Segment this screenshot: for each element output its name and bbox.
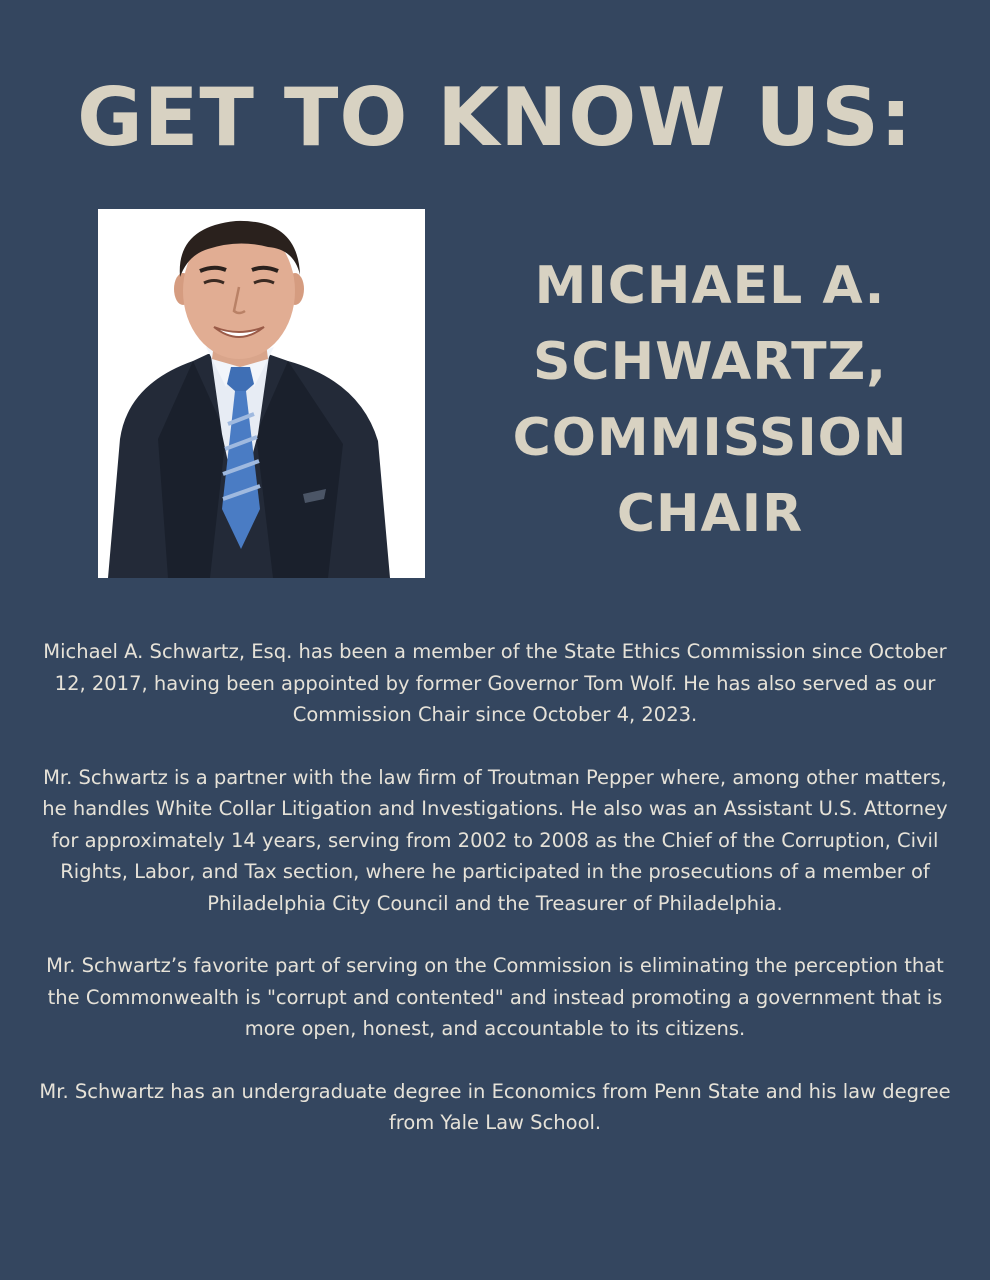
name-line: SCHWARTZ, — [532, 332, 888, 392]
biography — [34, 636, 956, 1170]
name-line: CHAIR — [616, 484, 804, 544]
bio-paragraph: Mr. Schwartz has an undergraduate degree in Economics from Penn State and his law degree from Yale Law School. — [39, 1079, 951, 1134]
bio-paragraph: Mr. Schwartz’s favorite part of serving on the Commission is eliminating the perception that the Commonwealth is "corrupt and contented" and instead promoting a government that is more open, honest, and accountable to its citizens. — [46, 954, 944, 1040]
portrait-photo — [98, 209, 425, 578]
bio-paragraph: Michael A. Schwartz, Esq. has been a member of the State Ethics Commission since October 12, 2017, having been appointed by former Governor Tom Wolf. He has also served as our Commission Chair since October 4, 2023. — [43, 640, 947, 726]
page-title: GET TO KNOW US: — [77, 71, 913, 164]
name-line: COMMISSION — [512, 408, 908, 468]
bio-paragraph: Mr. Schwartz is a partner with the law firm of Troutman Pepper where, among other matters, he handles White Collar Litigation and Investigations. He also was an Assistant U.S. Attorney for approximately 14 years, serving from 2002 to 2008 as the Chief of the Corruption, Civil Rights, Labor, and Tax section, where he participated in the prosecutions of a member of Philadelphia City Council and the Treasurer of Philadelphia. — [42, 765, 948, 915]
name-line: MICHAEL A. — [534, 256, 886, 316]
profile-name-title — [470, 248, 950, 552]
